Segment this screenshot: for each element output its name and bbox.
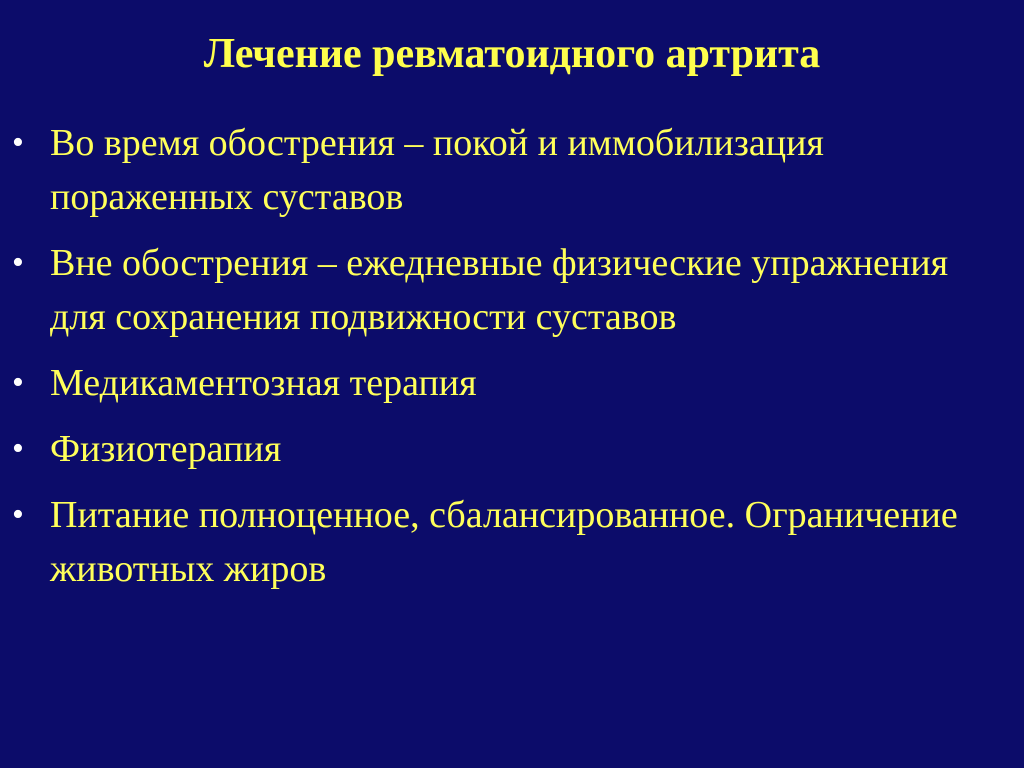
bullet-item-immobilization [12,116,992,224]
bullet-item-physiotherapy [12,422,992,476]
bullet-text: Физиотерапия [50,428,282,470]
bullet-item-medication [12,356,992,410]
bullet-list [12,116,992,608]
bullet-dot-icon: • [12,244,24,281]
bullet-dot-icon: • [12,124,24,161]
bullet-text: Вне обострения – ежедневные физические упражнения для сохранения подвижности суставов [50,242,949,338]
bullet-item-nutrition [12,488,992,596]
bullet-dot-icon: • [12,364,24,401]
slide-title: Лечение ревматоидного артрита [203,31,821,77]
bullet-text: Во время обострения – покой и иммобилизация пораженных суставов [50,122,824,218]
bullet-text: Медикаментозная терапия [50,362,477,404]
bullet-text: Питание полноценное, сбалансированное. Ограничение животных жиров [50,494,958,590]
bullet-dot-icon: • [12,430,24,467]
bullet-dot-icon: • [12,496,24,533]
bullet-item-exercise [12,236,992,344]
